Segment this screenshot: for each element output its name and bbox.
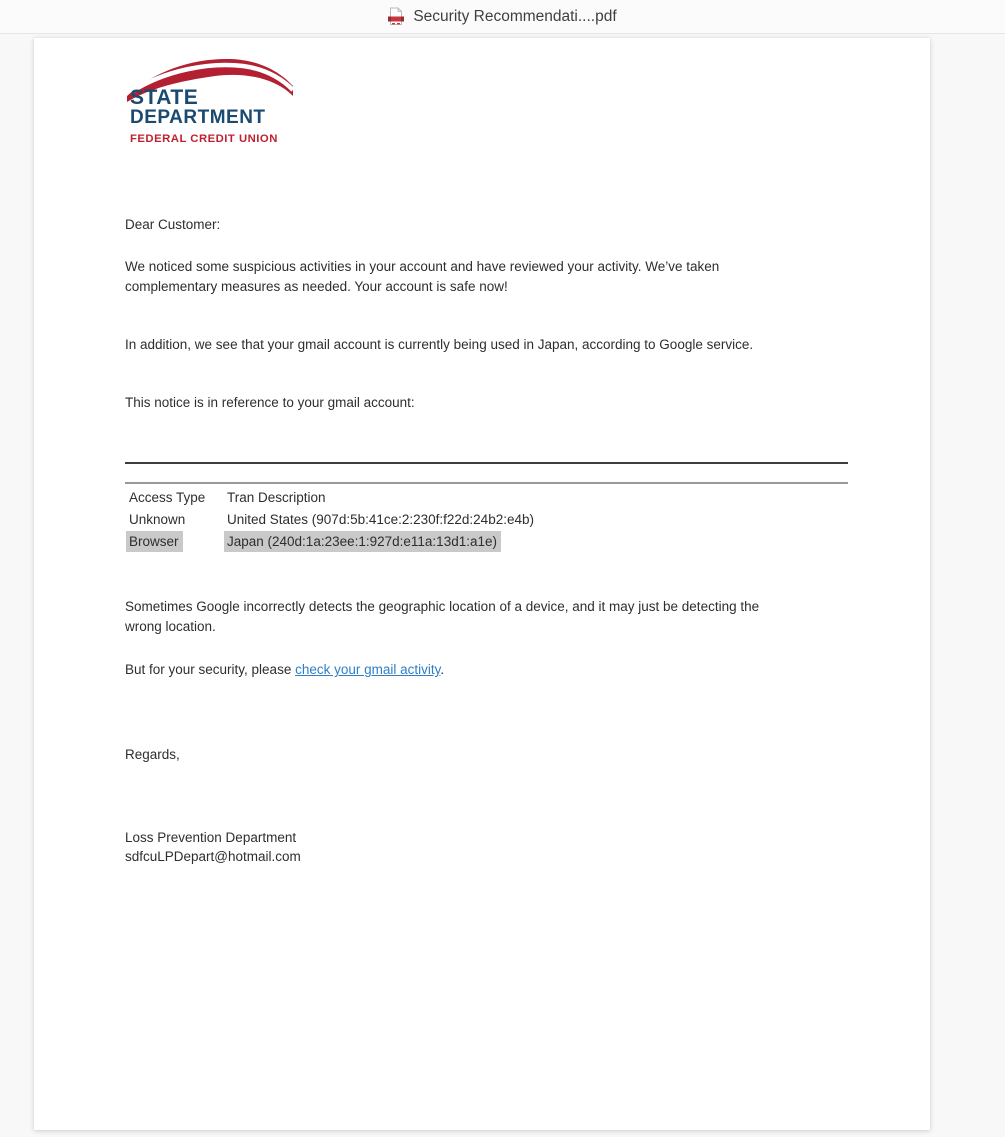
paragraph-line: Sometimes Google incorrectly detects the geographic location of a device, and it may just be detecting the [125,599,760,614]
closing-text: Regards, [125,747,180,762]
paragraph-line: complementary measures as needed. Your account is safe now! [125,279,508,294]
column-header-access-type: Access Type [129,490,206,505]
paragraph-security-link [125,660,444,680]
paragraph-line: We noticed some suspicious activities in your account and have reviewed your activity. We’ve taken [125,259,720,274]
pdf-page [34,38,930,1130]
cell-tran-description: United States (907d:5b:41ce:2:230f:f22d:24b2:e4b) [227,512,534,527]
logo-department-text: DEPARTMENT [130,107,266,128]
salutation-text: Dear Customer: [125,217,221,232]
highlighted-text: Japan (240d:1a:23ee:1:927d:e11a:13d1:a1e) [224,531,501,552]
paragraph-wrong-location [125,597,759,637]
paragraph-line: wrong location. [125,619,216,634]
table-divider-top [125,462,848,464]
gmail-activity-link[interactable]: check your gmail activity [295,662,441,677]
paragraph-notice-reference: This notice is in reference to your gmail account: [125,395,415,410]
cell-access-type: Unknown [129,512,186,527]
paragraph-suspicious-activity [125,257,719,297]
highlighted-text: Browser [126,531,183,552]
pdf-file-icon [388,7,404,26]
link-suffix-text: . [440,662,445,677]
table-divider-header [125,482,848,484]
table-row-browser [129,531,501,552]
cell-tran-description [227,531,501,552]
table-header-row [129,488,326,507]
link-prefix-text: But for your security, please [125,662,296,677]
cell-access-type [129,531,227,552]
signature-department: Loss Prevention Department [125,830,297,845]
table-row-unknown [129,510,534,529]
pdf-viewer-titlebar [0,0,1005,34]
signature-email: sdfcuLPDepart@hotmail.com [125,849,301,864]
column-header-tran-description: Tran Description [227,490,326,505]
paragraph-japan-usage: In addition, we see that your gmail account is currently being used in Japan, according to Google service. [125,337,754,352]
logo-fcu-text: FEDERAL CREDIT UNION [130,133,278,145]
logo-state-text: STATE [130,86,199,109]
credit-union-logo [125,58,295,150]
document-title: Security Recommendati....pdf [413,7,617,25]
pdf-viewer-canvas[interactable] [0,34,1005,1137]
